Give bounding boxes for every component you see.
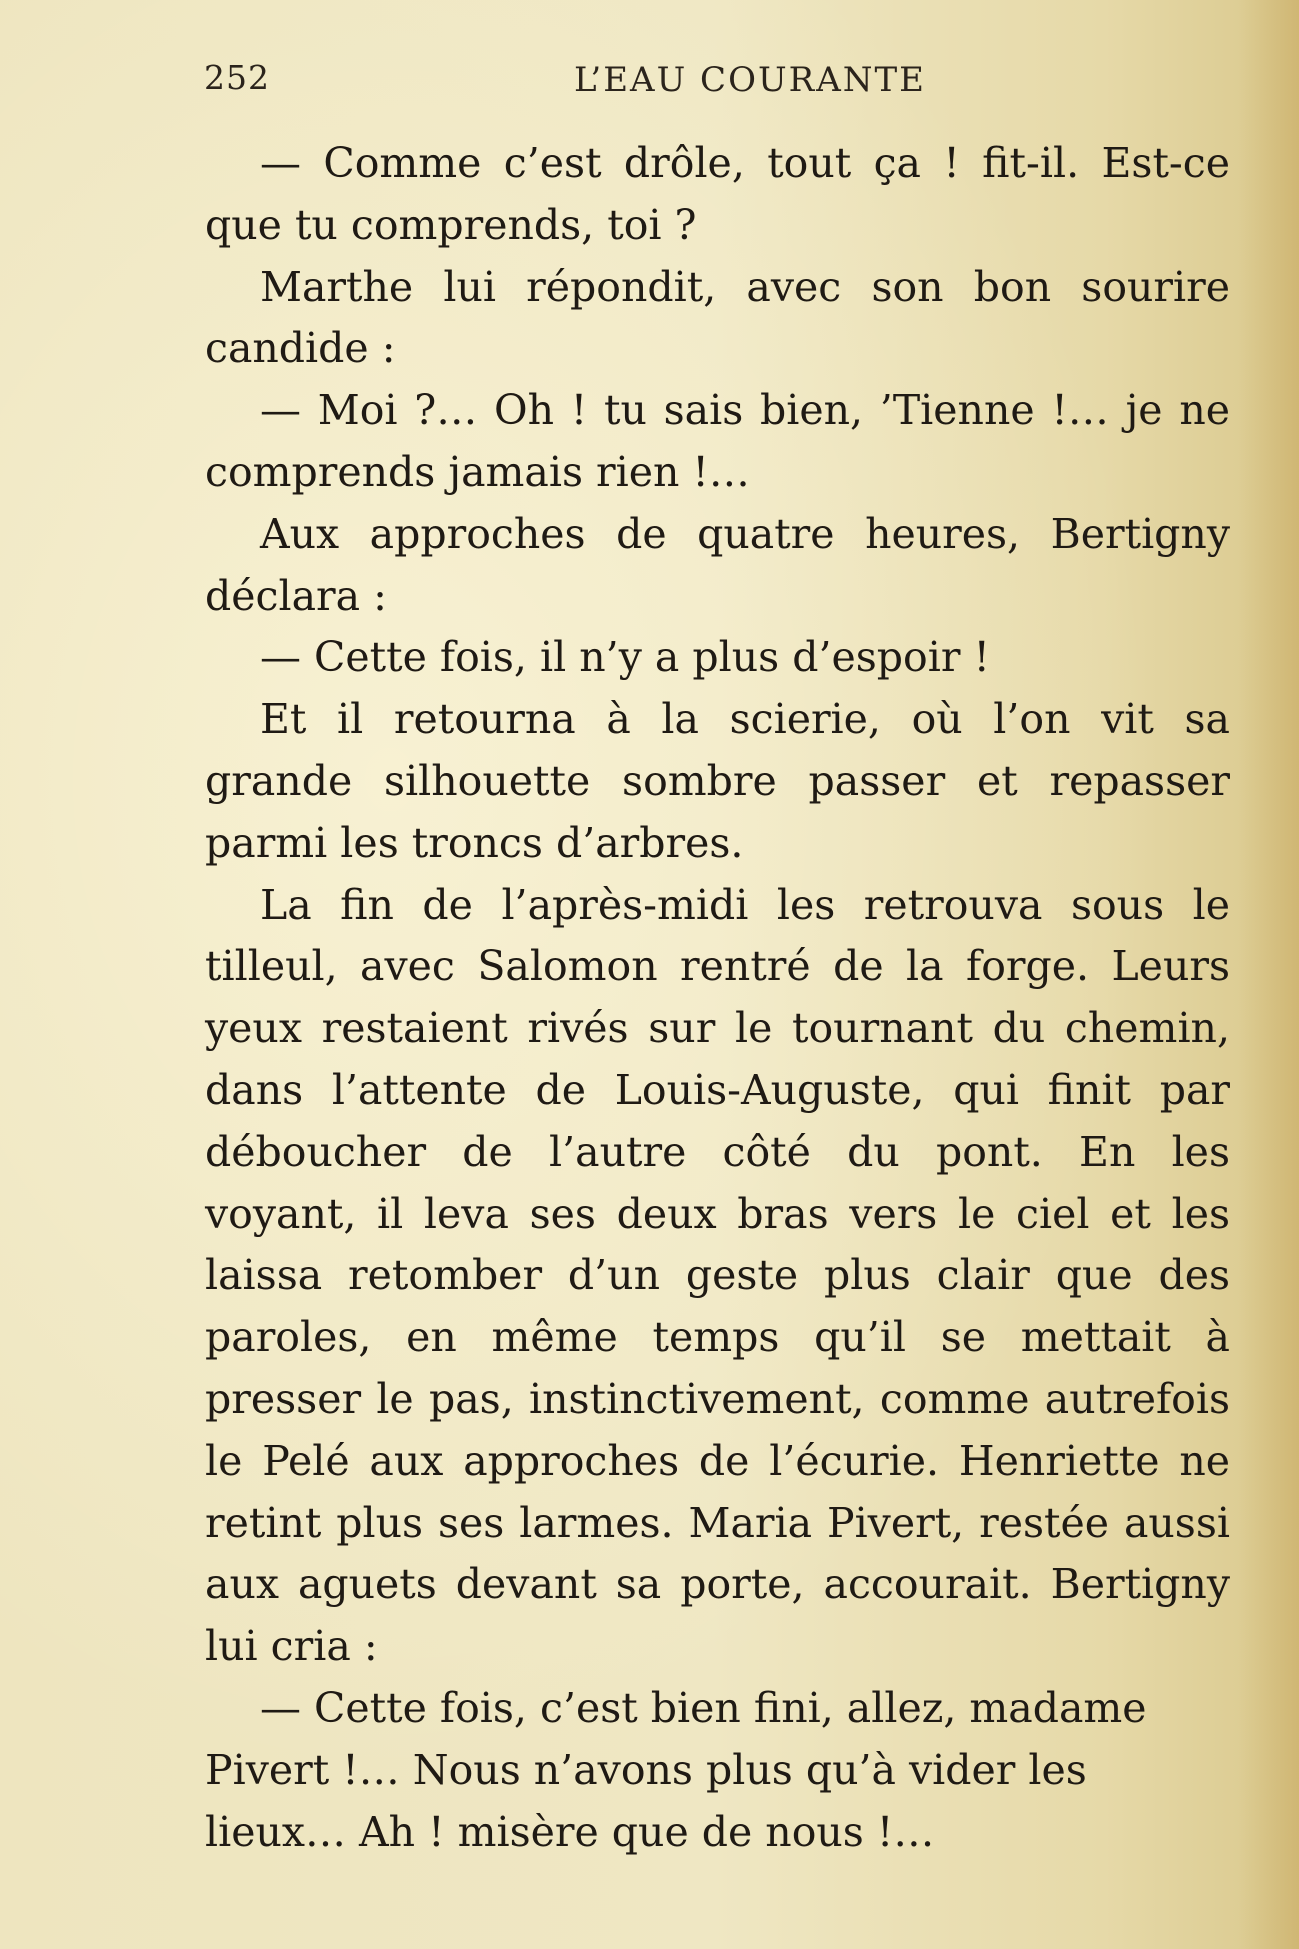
page-number: 252 — [204, 58, 270, 97]
paragraph: — Moi ?… Oh ! tu sais bien, ’Tienne !… je ne comprends jamais rien !… — [205, 386, 1230, 496]
paragraph: — Comme c’est drôle, tout ça ! fit-il. Est-ce que tu comprends, toi ? — [205, 139, 1230, 249]
paragraph: — Cette fois, c’est bien fini, allez, madame Pivert !… Nous n’avons plus qu’à vider les lieux… Ah ! misère que de nous !… — [205, 1683, 1147, 1856]
page-edge-shading — [1239, 0, 1299, 1949]
running-head: L’EAU COURANTE — [573, 60, 926, 100]
page-header — [200, 58, 1230, 108]
paragraph: Marthe lui répondit, avec son bon sourire candide : — [205, 262, 1230, 373]
paragraph: — Cette fois, il n’y a plus d’espoir ! — [260, 633, 990, 682]
body-text — [205, 133, 1230, 1863]
paragraph: Et il retourna à la scierie, où l’on vit sa grande silhouette sombre passer et repasser parmi les troncs d’arbres. — [205, 695, 1230, 867]
paragraph: Aux approches de quatre heures, Bertigny déclara : — [205, 509, 1230, 620]
paragraph: La fin de l’après-midi les retrouva sous le tilleul, avec Salomon rentré de la forge. Leurs yeux restaient rivés sur le tournant du chemin, dans l’attente de Louis-Auguste, qui finit par déboucher de l’autre côté du pont. En les voyant, il leva ses deux bras vers le ciel et les laissa retomber d’un geste plus clair que des paroles, en même temps qu’il se mettait à presser le pas, instinctivement, comme autrefois le Pelé aux approches de l’écurie. Henriette ne retint plus ses larmes. Maria Pivert, restée aussi aux aguets devant sa porte, accourait. Bertigny lui cria : — [205, 880, 1230, 1671]
